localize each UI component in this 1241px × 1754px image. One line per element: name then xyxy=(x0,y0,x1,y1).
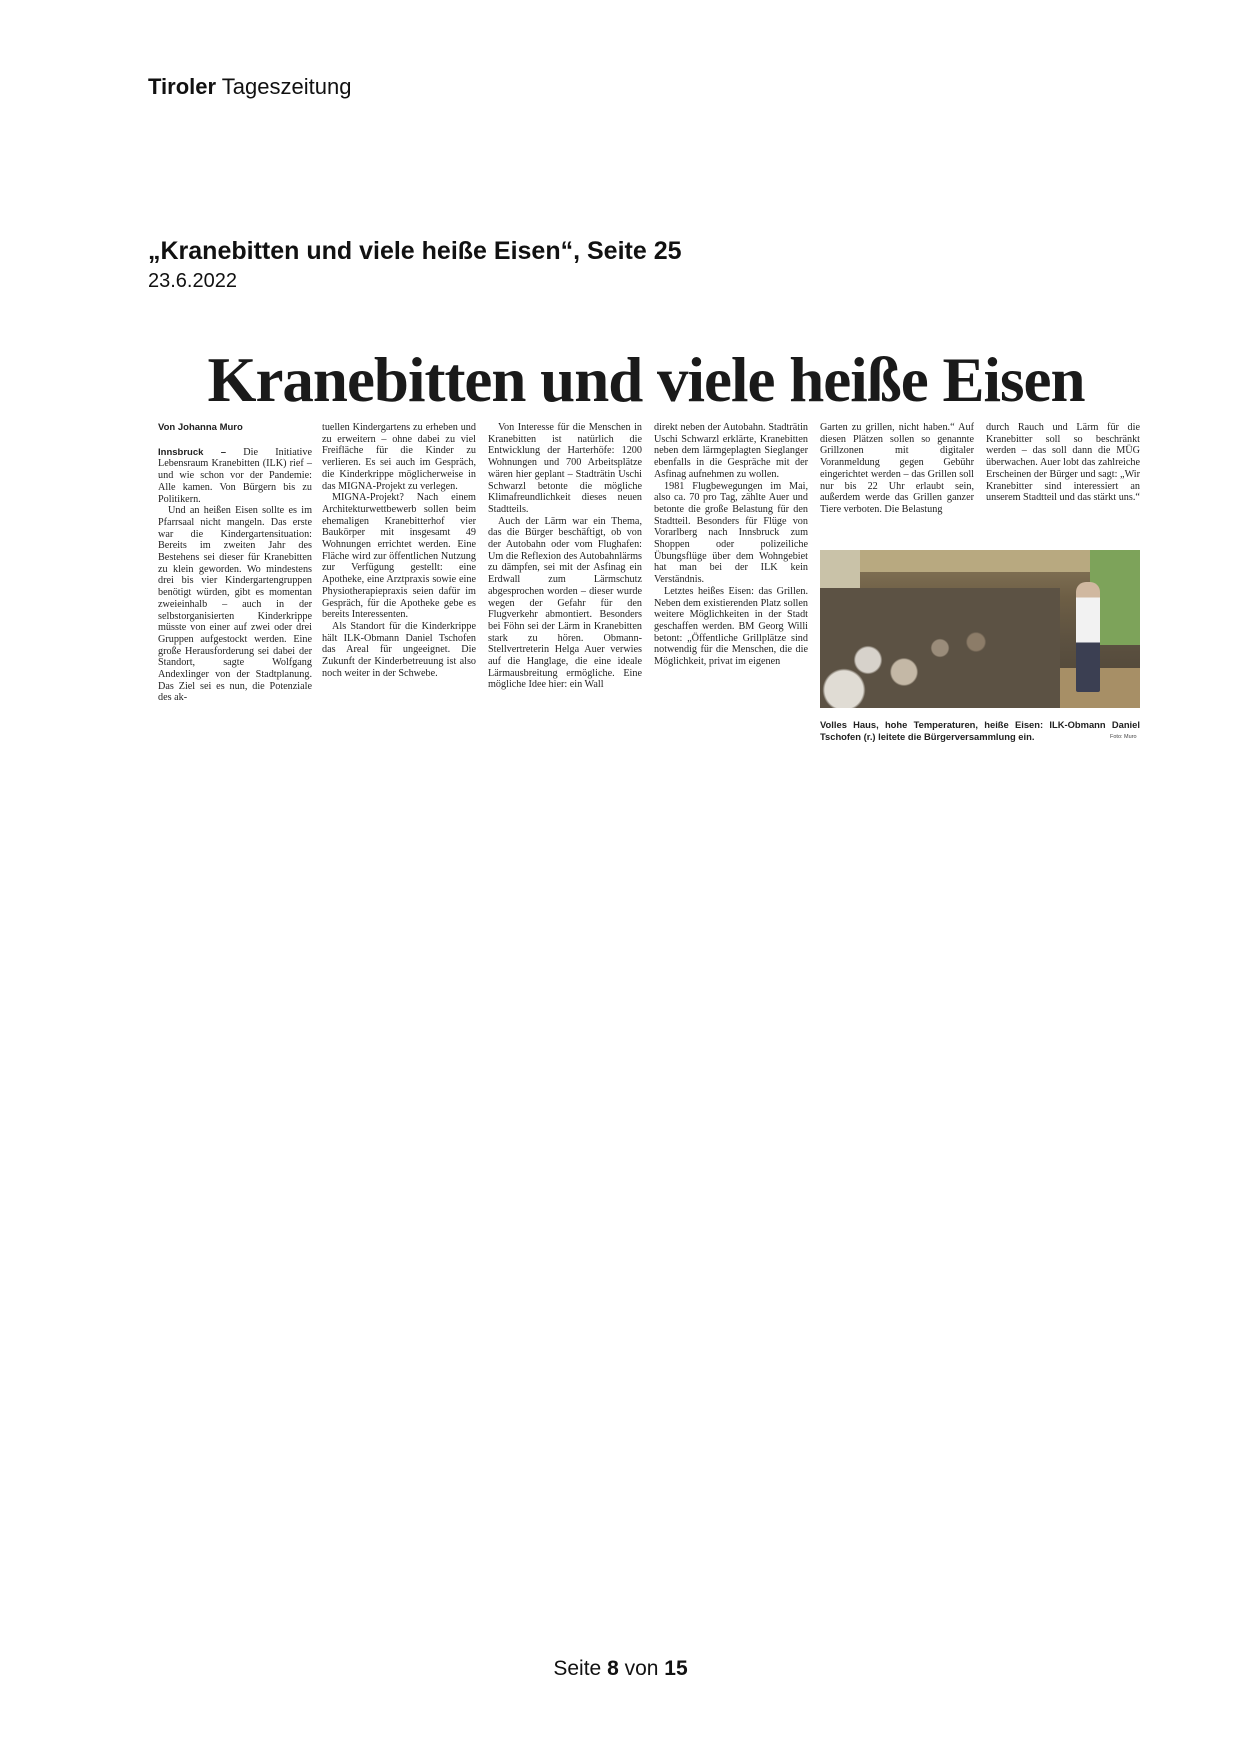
document-title: „Kranebitten und viele heiße Eisen“, Seite 25 xyxy=(148,237,682,265)
article-column-2 xyxy=(322,422,476,679)
article-column-1 xyxy=(158,422,312,704)
article-headline: Kranebitten und viele heiße Eisen xyxy=(207,345,1085,415)
article-column-5 xyxy=(820,422,974,516)
photo-speaker xyxy=(1076,582,1100,692)
newspaper-clipping xyxy=(150,340,1142,770)
publication-name-bold: Tiroler xyxy=(148,74,217,99)
article-paragraph: direkt neben der Autobahn. Stadträtin Uschi Schwarzl erklärte, Kranebitten neben dem lärmgeplagten Sieglanger ebenfalls in die Gespräche mit der Asfinag aufnehmen zu wollen. xyxy=(654,422,808,480)
footer-prefix: Seite xyxy=(553,1657,602,1680)
article-paragraph: Letztes heißes Eisen: das Grillen. Neben dem existierenden Platz sollen weitere Möglichkeiten in der Stadt geschaffen werden. BM Georg Willi betont: „Öffentliche Grillplätze sind notwendig für die Menschen, die die Möglichkeit, privat im eigenen xyxy=(654,585,808,668)
document-date: 23.6.2022 xyxy=(148,270,237,292)
article-paragraph: 1981 Flugbewegungen im Mai, also ca. 70 pro Tag, zählte Auer und betonte die große Belastung für den Stadtteil. Besonders für Flüge von Vorarlberg nach Innsbruck zum Shoppen oder polizeiliche Übungsflüge über dem Wohngebiet hat man bei der ILK kein Verständnis. xyxy=(654,480,808,586)
article-paragraph: Als Standort für die Kinderkrippe hält ILK-Obmann Daniel Tschofen das Areal für ungeeignet. Die Zukunft der Kinderbetreuung ist also noch weiter in der Schwebe. xyxy=(322,620,476,679)
paragraph-text: Die Initiative Lebensraum Kranebitten (ILK) rief – und wie schon vor der Pandemie: Alle kamen. Von Bürgern bis zu Politikern. xyxy=(158,446,312,505)
photo-audience xyxy=(820,588,1060,708)
article-dateline: Innsbruck – xyxy=(158,446,227,458)
article-paragraph xyxy=(158,447,312,506)
article-photo xyxy=(820,550,1140,708)
article-paragraph: MIGNA-Projekt? Nach einem Architekturwettbewerb sollen beim ehemaligen Kranebitterhof vier Baukörper mit insgesamt 49 Wohnungen errichtet werden. Eine Fläche wird zur öffentlichen Nutzung zur Verfügung gestellt: eine Apotheke, eine Arztpraxis sowie eine Physiotherapiepraxis seien dafür im Gespräch, für die Apotheke gebe es bereits Interessenten. xyxy=(322,492,476,621)
footer-total-pages: 15 xyxy=(664,1657,688,1680)
article-paragraph: Und an heißen Eisen sollte es im Pfarrsaal nicht mangeln. Das erste war die Kindergartensituation: Bereits im zweiten Jahr des Bestehens sei dieser für Kranebitten zu klein geworden. Wo mindestens drei bis vier Kindergartengruppen benötigt würden, gibt es momentan zweieinhalb – auch in der selbstorganisierten Kinderkrippe müsste von einer auf zwei oder drei Gruppen aufgestockt werden. Eine große Herausforderung sei dabei der Standort, sagte Wolfgang Andexlinger von der Stadtplanung. Das Ziel sei es nun, die Potenziale des ak- xyxy=(158,505,312,704)
page-footer xyxy=(0,1657,1241,1681)
photo-window xyxy=(820,550,860,590)
article-column-4 xyxy=(654,422,808,668)
article-paragraph: durch Rauch und Lärm für die Kranebitter soll so beschränkt werden – das soll dann die MÜG überwachen. Auer lobt das zahlreiche Erscheinen der Bürger und sagt: „Wir Kranebitter sind interessiert an unserem Stadtteil und das stärkt uns.“ xyxy=(986,422,1140,504)
article-paragraph: Auch der Lärm war ein Thema, das die Bürger beschäftigt, ob von der Autobahn oder vom Flughafen: Um die Reflexion des Autobahnlärms zu dämpfen, sei mit der Asfinag ein Erdwall zum Lärmschutz abgesprochen worden – dieser wurde wegen der Gefahr für den Flugverkehr abmontiert. Besonders bei Föhn sei der Lärm in Kranebitten stark zu hören. Obmann-Stellvertreterin Helga Auer verwies auf die Hanglage, die eine ideale Lärmausbreitung ermögliche. Eine mögliche Idee hier: ein Wall xyxy=(488,515,642,691)
footer-page-number: 8 xyxy=(607,1657,619,1680)
publication-name-rest: Tageszeitung xyxy=(221,74,352,99)
photo-ceiling xyxy=(860,550,1090,572)
article-paragraph: Von Interesse für die Menschen in Kranebitten ist natürlich die Entwicklung der Harterhöfe: 1200 Wohnungen und 700 Arbeitsplätze wären hier geplant – Stadträtin Uschi Schwarzl betonte die mögliche Klimafreundlichkeit dieses neuen Stadtteils. xyxy=(488,422,642,515)
article-body xyxy=(150,422,1142,767)
article-paragraph: tuellen Kindergartens zu erheben und zu erweitern – ohne dabei zu viel Freifläche für die Kinder zu verlieren. Es sei auch im Gespräch, die Kinderkrippe möglicherweise in das MIGNA-Projekt zu verlegen. xyxy=(322,422,476,492)
article-paragraph: Garten zu grillen, nicht haben.“ Auf diesen Plätzen sollen so genannte Grillzonen mit digitaler Voranmeldung gegen Gebühr eingerichtet werden – das Grillen soll nur bis 22 Uhr erlaubt sein, außerdem werde das Grillen ganzer Tiere verboten. Die Belastung xyxy=(820,422,974,515)
article-byline: Von Johanna Muro xyxy=(158,422,243,433)
article-column-6 xyxy=(986,422,1140,504)
article-column-3 xyxy=(488,422,642,691)
footer-middle: von xyxy=(624,1657,659,1680)
photo-caption: Volles Haus, hohe Temperaturen, heiße Eisen: ILK-Obmann Daniel Tschofen (r.) leitete die Bürgerversammlung ein. xyxy=(820,719,1140,742)
publication-name xyxy=(148,74,351,100)
photo-credit: Foto: Muro xyxy=(1110,734,1137,740)
